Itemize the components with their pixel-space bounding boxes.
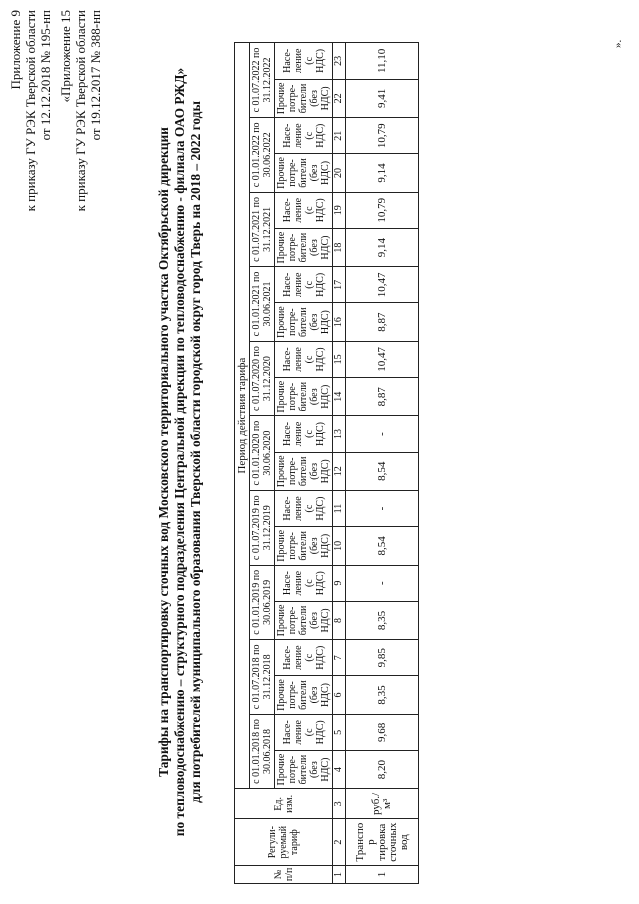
tariff-value: 9,14	[346, 228, 419, 266]
appendix-line-3: от 12.12.2018 № 195-нп	[38, 10, 53, 141]
row-unit: руб./ м³	[346, 789, 419, 819]
appendix-note	[8, 10, 53, 270]
column-number: 22	[333, 79, 346, 117]
column-number: 4	[333, 750, 346, 788]
appendix-line-2: к приказу ГУ РЭК Тверской области	[23, 10, 38, 212]
tariff-value: -	[346, 490, 419, 526]
subheader-population: Насе-ление (с НДС)	[275, 714, 333, 750]
header-row-subcolumns	[275, 43, 333, 884]
subheader-other: Прочие потре-бители (без НДС)	[275, 303, 333, 341]
column-number: 10	[333, 527, 346, 565]
col-header-unit: Ед. изм.	[235, 789, 333, 819]
column-number: 9	[333, 565, 346, 601]
tariff-value: 9,41	[346, 79, 419, 117]
column-number: 23	[333, 43, 346, 80]
subheader-other: Прочие потре-бители (без НДС)	[275, 527, 333, 565]
column-number: 18	[333, 228, 346, 266]
period-header-cell: с 01.01.2019 по 30.06.2019	[250, 565, 275, 640]
column-number: 15	[333, 341, 346, 377]
period-header-cell: с 01.07.2021 по 31.12.2021	[250, 192, 275, 267]
title-line-3: для потребителей муниципального образования Тверской области городской округ город Тверь на 2018 – 2022 годы	[188, 101, 203, 803]
header-row-1	[235, 43, 250, 884]
period-header: Период действия тарифа	[235, 43, 250, 789]
subheader-population: Насе-ление (с НДС)	[275, 341, 333, 377]
column-number: 17	[333, 267, 346, 303]
period-header-cell: с 01.07.2018 по 31.12.2018	[250, 640, 275, 715]
tariff-value: -	[346, 565, 419, 601]
column-number: 14	[333, 378, 346, 416]
appendix-line-1: Приложение 9	[8, 10, 23, 90]
subheader-population: Насе-ление (с НДС)	[275, 118, 333, 154]
appendix-prev-note	[58, 10, 103, 270]
subheader-other: Прочие потре-бители (без НДС)	[275, 79, 333, 117]
col-header-tariff: Регули-руемый тариф	[235, 819, 333, 865]
subheader-other: Прочие потре-бители (без НДС)	[275, 452, 333, 490]
table-row	[346, 43, 419, 884]
closing-quote-mark: ».	[612, 39, 624, 48]
tariff-value: 10,79	[346, 118, 419, 154]
column-number: 12	[333, 452, 346, 490]
period-header-cell: с 01.07.2020 по 31.12.2020	[250, 341, 275, 416]
column-number: 13	[333, 416, 346, 452]
header-row-periods	[250, 43, 275, 884]
period-header-cell: с 01.07.2019 по 31.12.2019	[250, 490, 275, 565]
tariff-value: 10,79	[346, 192, 419, 228]
period-header-cell: с 01.01.2020 по 30.06.2020	[250, 416, 275, 491]
tariff-value: 9,68	[346, 714, 419, 750]
column-number: 16	[333, 303, 346, 341]
subheader-other: Прочие потре-бители (без НДС)	[275, 750, 333, 788]
tariff-value: -	[346, 416, 419, 452]
row-number: 1	[346, 865, 419, 883]
subheader-population: Насе-ление (с НДС)	[275, 640, 333, 676]
title-line-1: Тарифы на транспортировку сточных вод Московского территориального участка Октябрьской дирекции	[156, 127, 171, 777]
column-number-row	[333, 43, 346, 884]
period-header-cell: с 01.01.2022 по 30.06.2022	[250, 118, 275, 193]
column-number: 1	[333, 865, 346, 883]
tariff-table	[234, 42, 419, 884]
column-number: 11	[333, 490, 346, 526]
tariff-value: 8,35	[346, 601, 419, 639]
subheader-other: Прочие потре-бители (без НДС)	[275, 378, 333, 416]
tariff-value: 10,47	[346, 341, 419, 377]
subheader-other: Прочие потре-бители (без НДС)	[275, 228, 333, 266]
tariff-value: 8,54	[346, 452, 419, 490]
document-title	[156, 30, 204, 874]
subheader-population: Насе-ление (с НДС)	[275, 192, 333, 228]
tariff-value: 9,85	[346, 640, 419, 676]
column-number: 5	[333, 714, 346, 750]
tariff-value: 11,10	[346, 43, 419, 80]
tariff-value: 8,87	[346, 378, 419, 416]
column-number: 20	[333, 154, 346, 192]
column-number: 7	[333, 640, 346, 676]
appendix-prev-line-2: к приказу ГУ РЭК Тверской области	[73, 10, 88, 212]
tariff-value: 8,54	[346, 527, 419, 565]
title-line-2: по тепловодоснабжению – структурного подразделения Центральной дирекции по тепловодоснабжению - филиала ОАО РЖД»	[172, 67, 187, 837]
tariff-value: 9,14	[346, 154, 419, 192]
appendix-prev-line-1: «Приложение 15	[58, 10, 73, 103]
col-header-num: № п/п	[235, 865, 333, 883]
column-number: 6	[333, 676, 346, 714]
subheader-other: Прочие потре-бители (без НДС)	[275, 676, 333, 714]
column-number: 8	[333, 601, 346, 639]
subheader-other: Прочие потре-бители (без НДС)	[275, 154, 333, 192]
subheader-population: Насе-ление (с НДС)	[275, 565, 333, 601]
subheader-population: Насе-ление (с НДС)	[275, 267, 333, 303]
column-number: 19	[333, 192, 346, 228]
column-number: 21	[333, 118, 346, 154]
tariff-value: 8,35	[346, 676, 419, 714]
tariff-value: 8,87	[346, 303, 419, 341]
subheader-population: Насе-ление (с НДС)	[275, 416, 333, 452]
period-header-cell: с 01.07.2022 по 31.12.2022	[250, 43, 275, 118]
subheader-other: Прочие потре-бители (без НДС)	[275, 601, 333, 639]
subheader-population: Насе-ление (с НДС)	[275, 490, 333, 526]
period-header-cell: с 01.01.2018 по 30.06.2018	[250, 714, 275, 789]
row-tariff-name: Транспор тировка сточных вод	[346, 819, 419, 865]
column-number: 3	[333, 789, 346, 819]
period-header-cell: с 01.01.2021 по 30.06.2021	[250, 267, 275, 342]
tariff-value: 8,20	[346, 750, 419, 788]
column-number: 2	[333, 819, 346, 865]
subheader-population: Насе-ление (с НДС)	[275, 43, 333, 80]
appendix-prev-line-3: от 19.12.2017 № 388-нп	[88, 10, 103, 141]
tariff-value: 10,47	[346, 267, 419, 303]
